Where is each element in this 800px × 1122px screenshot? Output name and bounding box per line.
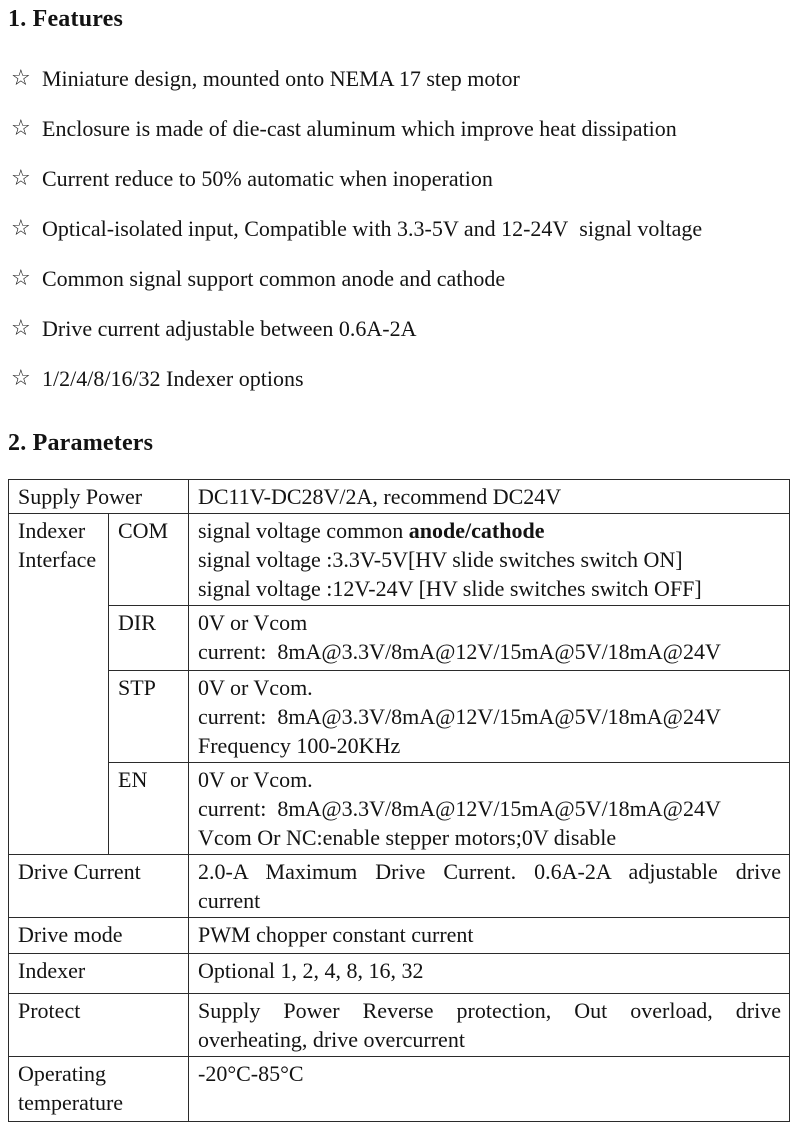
cell-indexer-interface-label: Indexer Interface xyxy=(9,514,109,855)
protect-line-1: Supply Power Reverse protection, Out overload, drive xyxy=(198,998,781,1023)
cell-drive-current-label: Drive Current xyxy=(9,855,189,918)
cell-drive-current-value xyxy=(189,855,790,918)
feature-item-text: Miniature design, mounted onto NEMA 17 step motor xyxy=(42,66,520,91)
drive-current-line-2: current xyxy=(198,888,261,913)
row-indexer xyxy=(9,954,790,994)
cell-en-signal: EN xyxy=(109,763,189,855)
cell-indexer-label: Indexer xyxy=(9,954,189,994)
cell-en-value xyxy=(189,763,790,855)
cell-stp-signal: STP xyxy=(109,671,189,763)
features-list xyxy=(8,54,789,404)
row-dir xyxy=(9,606,790,671)
row-supply-power xyxy=(9,480,790,514)
star-bullet-icon: ☆ xyxy=(11,166,31,191)
cell-dir-value xyxy=(189,606,790,671)
parameters-table xyxy=(8,479,790,1122)
dir-line-2: current: 8mA@3.3V/8mA@12V/15mA@5V/18mA@24V xyxy=(198,639,721,664)
cell-indexer-value: Optional 1, 2, 4, 8, 16, 32 xyxy=(189,954,790,994)
feature-item-text: Optical-isolated input, Compatible with 3.3-5V and 12-24V signal voltage xyxy=(42,216,703,241)
feature-item-text: Enclosure is made of die-cast aluminum which improve heat dissipation xyxy=(42,116,677,141)
row-operating-temperature xyxy=(9,1057,790,1122)
en-line-2: current: 8mA@3.3V/8mA@12V/15mA@5V/18mA@24V xyxy=(198,796,721,821)
parameters-heading: 2. Parameters xyxy=(8,430,154,456)
star-bullet-icon: ☆ xyxy=(11,316,31,341)
cell-com-signal: COM xyxy=(109,514,189,606)
row-drive-current xyxy=(9,855,790,918)
star-bullet-icon: ☆ xyxy=(11,266,31,291)
row-com xyxy=(9,514,790,606)
en-line-1: 0V or Vcom. xyxy=(198,767,313,792)
cell-drive-mode-value: PWM chopper constant current xyxy=(189,918,790,954)
feature-item xyxy=(8,254,789,304)
cell-protect-label: Protect xyxy=(9,994,189,1057)
feature-item xyxy=(8,204,789,254)
dir-line-1: 0V or Vcom xyxy=(198,610,308,635)
feature-item-text: Common signal support common anode and cathode xyxy=(42,266,506,291)
cell-com-value xyxy=(189,514,790,606)
en-line-3: Vcom Or NC:enable stepper motors;0V disable xyxy=(198,825,617,850)
cell-protect-value xyxy=(189,994,790,1057)
cell-operating-temperature-value: -20°C-85°C xyxy=(189,1057,790,1122)
star-bullet-icon: ☆ xyxy=(11,216,31,241)
feature-item xyxy=(8,354,789,404)
features-heading: 1. Features xyxy=(8,6,124,32)
row-drive-mode xyxy=(9,918,790,954)
cell-drive-mode-label: Drive mode xyxy=(9,918,189,954)
cell-stp-value xyxy=(189,671,790,763)
feature-item xyxy=(8,54,789,104)
star-bullet-icon: ☆ xyxy=(11,366,31,391)
drive-current-line-1: 2.0-A Maximum Drive Current. 0.6A-2A adjustable drive xyxy=(198,859,781,884)
protect-line-2: overheating, drive overcurrent xyxy=(198,1027,465,1052)
feature-item xyxy=(8,304,789,354)
cell-dir-signal: DIR xyxy=(109,606,189,671)
feature-item-text: Current reduce to 50% automatic when inoperation xyxy=(42,166,493,191)
row-protect xyxy=(9,994,790,1057)
feature-item xyxy=(8,104,789,154)
feature-item-text: Drive current adjustable between 0.6A-2A xyxy=(42,316,417,341)
stp-line-2: current: 8mA@3.3V/8mA@12V/15mA@5V/18mA@24V xyxy=(198,704,721,729)
feature-item xyxy=(8,154,789,204)
feature-item-text: 1/2/4/8/16/32 Indexer options xyxy=(42,366,304,391)
cell-supply-power-value: DC11V-DC28V/2A, recommend DC24V xyxy=(189,480,790,514)
com-line-1: signal voltage common anode/cathode xyxy=(198,518,545,543)
cell-operating-temperature-label: Operating temperature xyxy=(9,1057,189,1122)
stp-line-1: 0V or Vcom. xyxy=(198,675,313,700)
stp-line-3: Frequency 100-20KHz xyxy=(198,733,401,758)
star-bullet-icon: ☆ xyxy=(11,116,31,141)
com-line-3: signal voltage :12V-24V [HV slide switches switch OFF] xyxy=(198,576,702,601)
row-en xyxy=(9,763,790,855)
cell-supply-power-label: Supply Power xyxy=(9,480,189,514)
star-bullet-icon: ☆ xyxy=(11,66,31,91)
row-stp xyxy=(9,671,790,763)
com-line-2: signal voltage :3.3V-5V[HV slide switches switch ON] xyxy=(198,547,683,572)
